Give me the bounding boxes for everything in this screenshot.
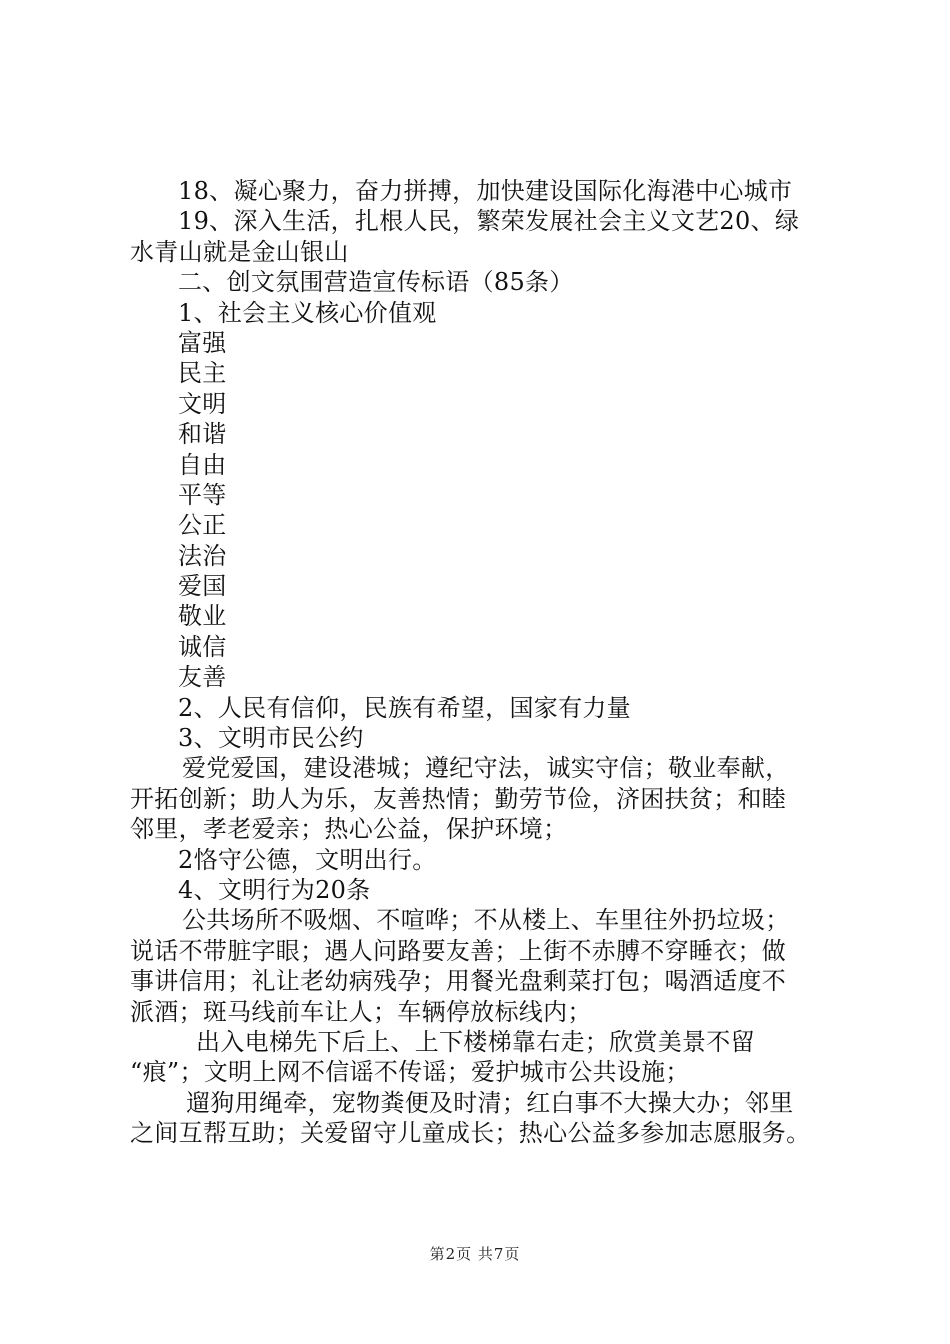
subsection-heading-2: 2、人民有信仰，民族有希望，国家有力量 bbox=[178, 693, 631, 722]
paragraph-line: 出入电梯先下后上、上下楼梯靠右走；欣赏美景不留 bbox=[196, 1027, 755, 1056]
paragraph-line: 说话不带脏字眼；遇人问路要友善；上街不赤膊不穿睡衣；做 bbox=[130, 936, 787, 965]
paragraph-line: 派酒；斑马线前车让人；车辆停放标线内； bbox=[130, 997, 592, 1026]
subsection-heading-3: 3、文明市民公约 bbox=[178, 724, 364, 753]
paragraph-line: 遛狗用绳牵，宠物粪便及时清；红白事不大操大办；邻里 bbox=[186, 1088, 794, 1117]
paragraph-line: 之间互帮互助；关爱留守儿童成长；热心公益多参加志愿服务。 bbox=[130, 1119, 811, 1148]
value-item: 富强 bbox=[178, 328, 227, 357]
value-item: 敬业 bbox=[178, 602, 227, 631]
value-item: 自由 bbox=[178, 450, 227, 479]
paragraph-line: 2恪守公德，文明出行。 bbox=[178, 845, 437, 874]
value-item: 爱国 bbox=[178, 572, 227, 601]
text-line-18: 18、凝心聚力，奋力拼搏，加快建设国际化海港中心城市 bbox=[178, 177, 793, 205]
page-number-footer: 第2页 共7页 bbox=[429, 1245, 521, 1263]
value-item: 公正 bbox=[178, 511, 227, 540]
paragraph-line: 公共场所不吸烟、不喧哗；不从楼上、车里往外扔垃圾； bbox=[182, 906, 790, 935]
paragraph-line: 邻里，孝老爱亲；热心公益，保护环境； bbox=[130, 815, 568, 844]
value-item: 民主 bbox=[178, 359, 227, 388]
paragraph-line: 开拓创新；助人为乐，友善热情；勤劳节俭，济困扶贫；和睦 bbox=[130, 784, 787, 813]
value-item: 诚信 bbox=[178, 632, 227, 661]
paragraph-line: “痕”；文明上网不信谣不传谣；爱护城市公共设施； bbox=[130, 1058, 690, 1087]
paragraph-line: 事讲信用；礼让老幼病残孕；用餐光盘剩菜打包；喝酒适度不 bbox=[130, 967, 787, 996]
text-line-19: 19、深入生活，扎根人民，繁荣发展社会主义文艺20、绿 bbox=[178, 207, 800, 236]
section-heading: 二、创文氛围营造宣传标语（85条） bbox=[178, 268, 574, 297]
value-item: 友善 bbox=[178, 663, 227, 692]
value-item: 和谐 bbox=[178, 420, 227, 449]
value-item: 文明 bbox=[178, 389, 227, 418]
paragraph-line: 爱党爱国，建设港城；遵纪守法，诚实守信；敬业奉献， bbox=[182, 754, 790, 783]
document-body bbox=[130, 176, 830, 1149]
value-item: 平等 bbox=[178, 480, 227, 509]
text-line-continuation: 水青山就是金山银山 bbox=[130, 237, 349, 266]
subsection-heading-1: 1、社会主义核心价值观 bbox=[178, 298, 437, 327]
subsection-heading-4: 4、文明行为20条 bbox=[178, 875, 371, 904]
value-item: 法治 bbox=[178, 541, 227, 570]
